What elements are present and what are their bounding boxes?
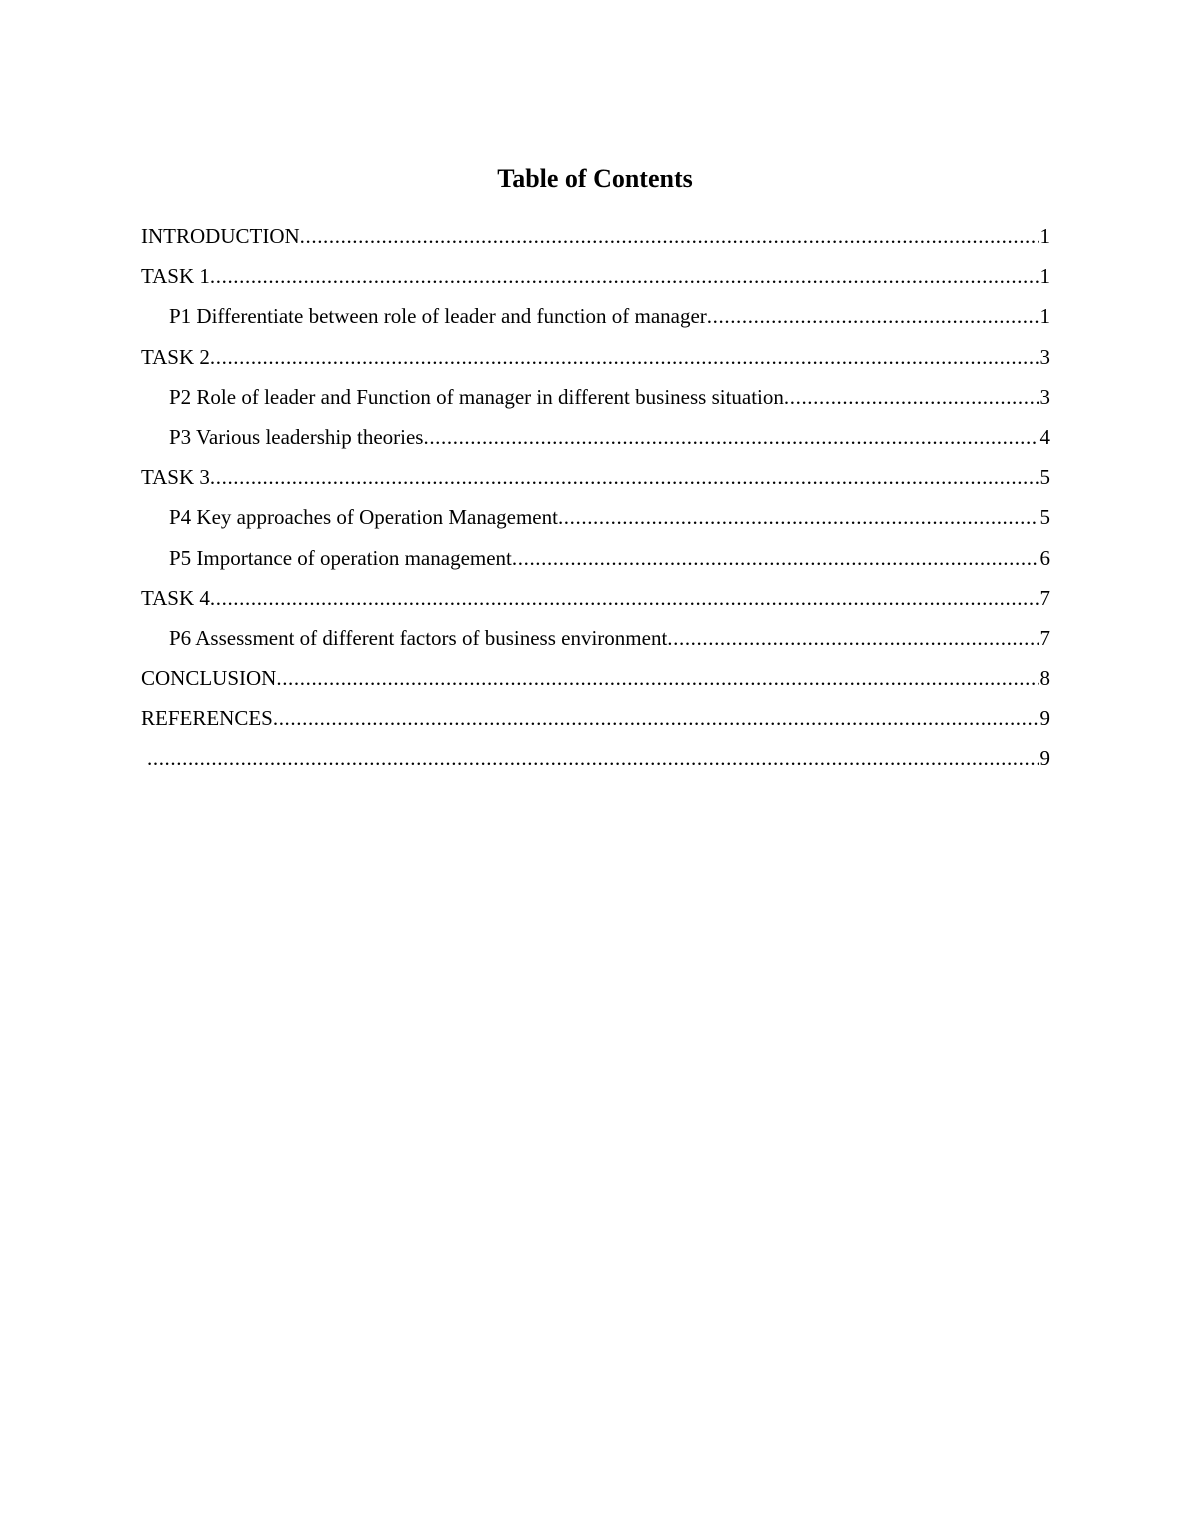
toc-entry-page: 9 (1039, 706, 1050, 731)
dot-leader (210, 341, 1039, 373)
toc-entry-text: TASK 4 (141, 585, 210, 610)
toc-entry-text: CONCLUSION (141, 666, 277, 691)
dot-leader (558, 501, 1039, 533)
dot-leader (147, 742, 1039, 774)
toc-entry-text: TASK 3 (141, 465, 210, 490)
toc-entry-conclusion[interactable] (141, 662, 1050, 702)
toc-entry-text: TASK 2 (141, 344, 210, 369)
toc-entry-task-3[interactable] (141, 461, 1050, 501)
toc-entry-introduction[interactable] (141, 220, 1050, 260)
toc-entry-page: 1 (1039, 304, 1050, 329)
toc-entry-task-4[interactable] (141, 582, 1050, 622)
dot-leader (273, 702, 1039, 734)
dot-leader (276, 662, 1038, 694)
toc-entry-task-2[interactable] (141, 341, 1050, 381)
toc-entry-p5[interactable] (141, 542, 1050, 582)
toc-entry-page: 6 (1039, 545, 1050, 570)
dot-leader (210, 260, 1039, 292)
toc-entry-page: 1 (1039, 264, 1050, 289)
toc-entry-text: INTRODUCTION (141, 224, 300, 248)
dot-leader (210, 582, 1039, 614)
dot-leader (784, 381, 1039, 413)
toc-entry-text: P6 Assessment of different factors of business environment (169, 625, 668, 650)
toc-entry-text: TASK 1 (141, 264, 210, 289)
dot-leader (210, 461, 1039, 493)
toc-entry-p4[interactable] (141, 501, 1050, 541)
toc-entry-page: 7 (1039, 625, 1050, 650)
toc-entry-text: P2 Role of leader and Function of manager in different business situation (169, 384, 784, 409)
dot-leader (423, 421, 1038, 453)
toc-entry-untitled[interactable] (141, 742, 1050, 782)
toc-entry-page: 9 (1039, 746, 1050, 771)
toc-entry-task-1[interactable] (141, 260, 1050, 300)
toc-entry-text: REFERENCES (141, 706, 273, 731)
toc-entry-text: P5 Importance of operation management (169, 545, 512, 570)
dot-leader (707, 300, 1039, 332)
dot-leader (300, 220, 1039, 252)
toc-entry-page: 7 (1039, 585, 1050, 610)
toc-entry-text: P4 Key approaches of Operation Management (169, 505, 558, 530)
toc-entry-page: 3 (1039, 344, 1050, 369)
toc-entry-references[interactable] (141, 702, 1050, 742)
toc-entry-page: 5 (1039, 505, 1050, 530)
toc-entry-page: 8 (1039, 666, 1050, 691)
toc-entry-page: 1 (1039, 224, 1050, 248)
dot-leader (512, 542, 1039, 574)
toc-entry-p2[interactable] (141, 381, 1050, 421)
toc-entry-p6[interactable] (141, 622, 1050, 662)
dot-leader (667, 622, 1038, 654)
toc-entry-page: 3 (1039, 384, 1050, 409)
toc-entry-page: 5 (1039, 465, 1050, 490)
toc-entry-text: P3 Various leadership theories (169, 424, 424, 449)
toc-entry-p1[interactable] (141, 300, 1050, 340)
toc-entry-p3[interactable] (141, 421, 1050, 461)
toc-title: Table of Contents (497, 164, 693, 193)
toc-list (141, 220, 1050, 783)
toc-entry-text: P1 Differentiate between role of leader and function of manager (169, 304, 707, 329)
toc-entry-page: 4 (1039, 424, 1050, 449)
